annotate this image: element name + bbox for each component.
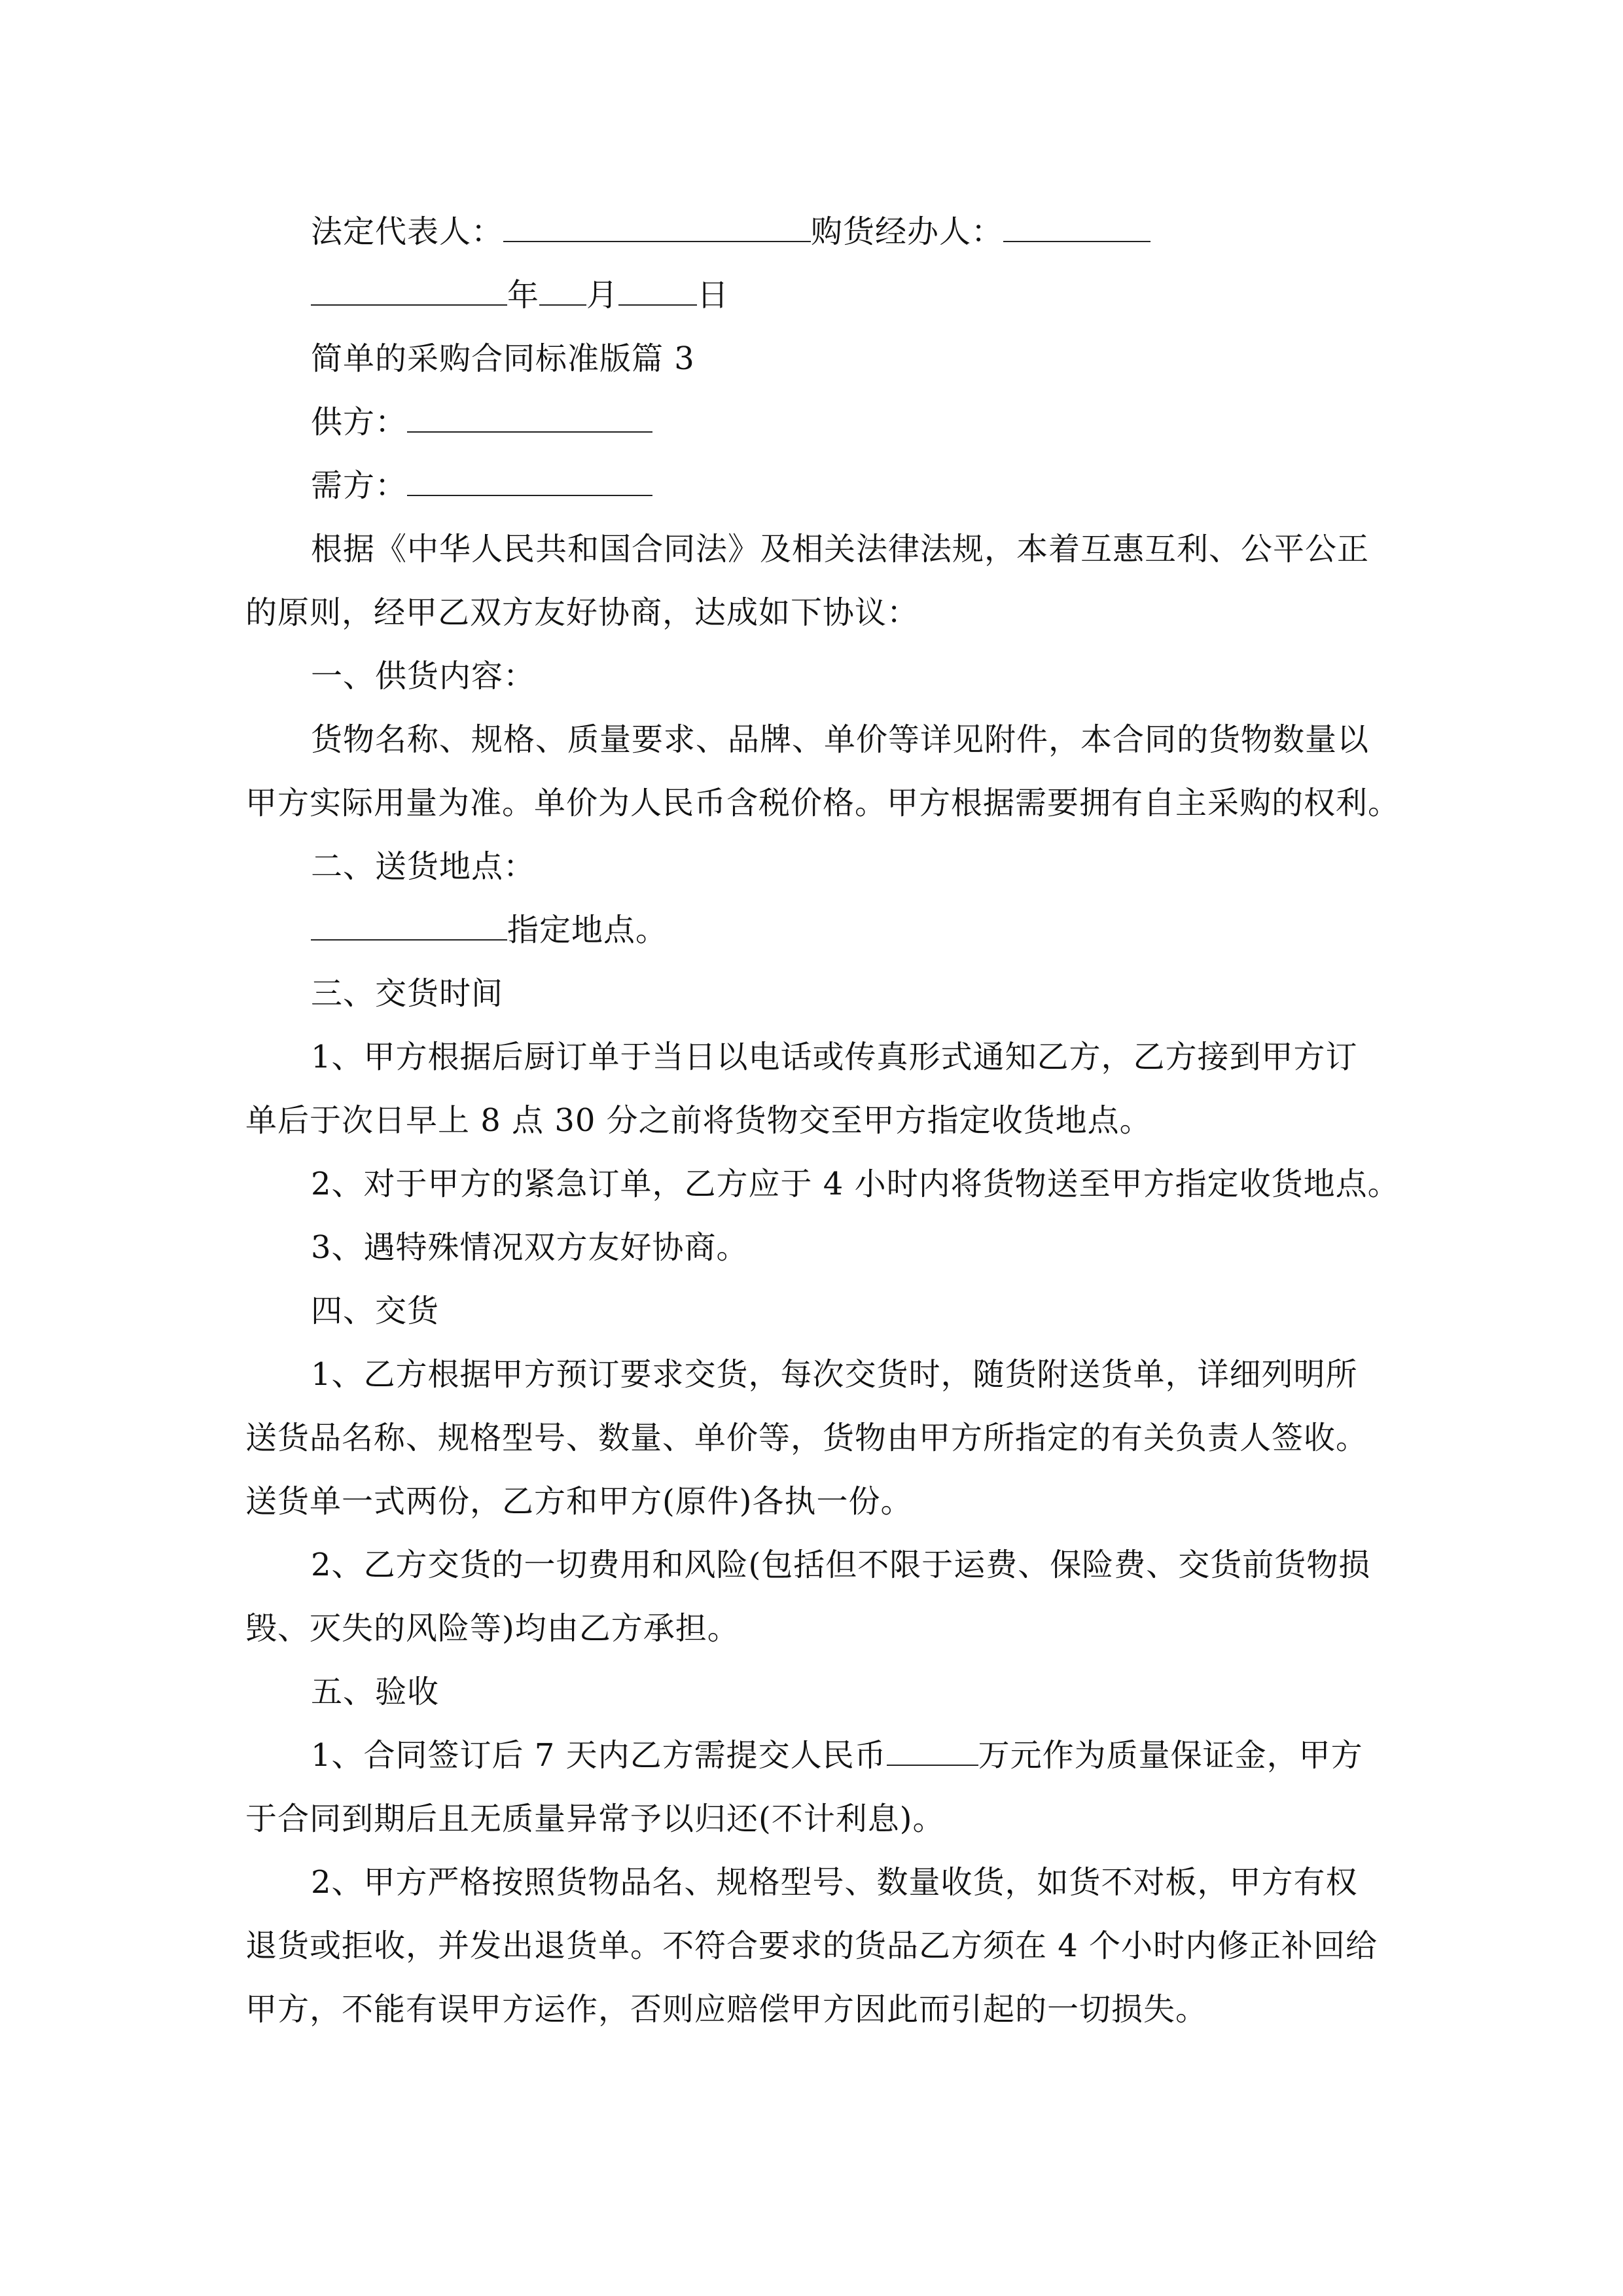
signature-date-line bbox=[245, 264, 1384, 327]
day-blank bbox=[618, 276, 697, 306]
year-label: 年 bbox=[507, 277, 540, 314]
intro-line-1: 根据《中华人民共和国合同法》及相关法律法规，本着互惠互利、公平公正 bbox=[311, 531, 1370, 567]
rep-label: 法定代表人： bbox=[311, 213, 504, 250]
section-4-p1-line-1: 1、乙方根据甲方预订要求交货，每次交货时，随货附送货单，详细列明所 bbox=[311, 1356, 1358, 1393]
month-blank bbox=[539, 276, 586, 306]
section-5-p2-line-1: 2、甲方严格按照货物品名、规格型号、数量收货，如货不对板，甲方有权 bbox=[311, 1864, 1358, 1901]
section-3-p3: 3、遇特殊情况双方友好协商。 bbox=[311, 1229, 749, 1266]
place-suffix: 指定地点。 bbox=[507, 912, 668, 948]
section-4-p2-line-2: 毁、灭失的风险等)均由乙方承担。 bbox=[245, 1610, 740, 1647]
section-4-heading: 四、交货 bbox=[311, 1293, 440, 1329]
buyer-label: 需方： bbox=[311, 467, 408, 504]
deposit-text-pre: 1、合同签订后 7 天内乙方需提交人民币 bbox=[311, 1737, 887, 1774]
section-4-p1-line-3: 送货单一式两份，乙方和甲方(原件)各执一份。 bbox=[245, 1483, 913, 1520]
section-5-p1-line-2: 于合同到期后且无质量异常予以归还(不计利息)。 bbox=[245, 1801, 945, 1837]
rep-blank bbox=[503, 213, 811, 242]
section-1-heading: 一、供货内容： bbox=[311, 658, 536, 694]
signature-rep-line bbox=[245, 200, 1384, 264]
section-2-place-line bbox=[245, 899, 1384, 962]
month-label: 月 bbox=[586, 277, 619, 314]
year-blank bbox=[311, 276, 507, 306]
section-1-line-2: 甲方实际用量为准。单价为人民币含税价格。甲方根据需要拥有自主采购的权利。 bbox=[245, 785, 1400, 821]
section-3-p1-line-1: 1、甲方根据后厨订单于当日以电话或传真形式通知乙方，乙方接到甲方订 bbox=[311, 1039, 1358, 1075]
buyer-blank bbox=[407, 467, 652, 496]
section-5-heading: 五、验收 bbox=[311, 1674, 440, 1710]
intro-line-2: 的原则，经甲乙双方友好协商，达成如下协议： bbox=[245, 594, 919, 631]
section-5-p2-line-3: 甲方，不能有误甲方运作，否则应赔偿甲方因此而引起的一切损失。 bbox=[245, 1991, 1208, 2028]
place-blank bbox=[311, 911, 507, 941]
buyer-line bbox=[245, 454, 1384, 518]
supplier-line bbox=[245, 391, 1384, 454]
section-5-p2-line-2: 退货或拒收，并发出退货单。不符合要求的货品乙方须在 4 个小时内修正补回给 bbox=[245, 1928, 1378, 1964]
deposit-amount-blank bbox=[887, 1736, 978, 1766]
buyer-agent-blank bbox=[1003, 213, 1150, 242]
section-5-p1-line-1 bbox=[245, 1724, 1384, 1787]
section-3-p1-line-2: 单后于次日早上 8 点 30 分之前将货物交至甲方指定收货地点。 bbox=[245, 1102, 1152, 1139]
buyer-agent-label: 购货经办人： bbox=[811, 213, 1004, 250]
supplier-blank bbox=[407, 403, 652, 433]
section-3-heading: 三、交货时间 bbox=[311, 975, 504, 1012]
section-1-line-1: 货物名称、规格、质量要求、品牌、单价等详见附件，本合同的货物数量以 bbox=[311, 721, 1370, 758]
section-3-p2: 2、对于甲方的紧急订单，乙方应于 4 小时内将货物送至甲方指定收货地点。 bbox=[311, 1166, 1400, 1202]
section-4-p2-line-1: 2、乙方交货的一切费用和风险(包括但不限于运费、保险费、交货前货物损 bbox=[311, 1547, 1371, 1583]
section-2-heading: 二、送货地点： bbox=[311, 848, 536, 885]
day-label: 日 bbox=[697, 277, 730, 314]
document-body bbox=[245, 200, 1400, 2041]
section-4-p1-line-2: 送货品名称、规格型号、数量、单价等，货物由甲方所指定的有关负责人签收。 bbox=[245, 1420, 1368, 1456]
deposit-text-post: 万元作为质量保证金，甲方 bbox=[978, 1737, 1363, 1774]
supplier-label: 供方： bbox=[311, 404, 408, 440]
document-title: 简单的采购合同标准版篇 3 bbox=[311, 340, 695, 377]
